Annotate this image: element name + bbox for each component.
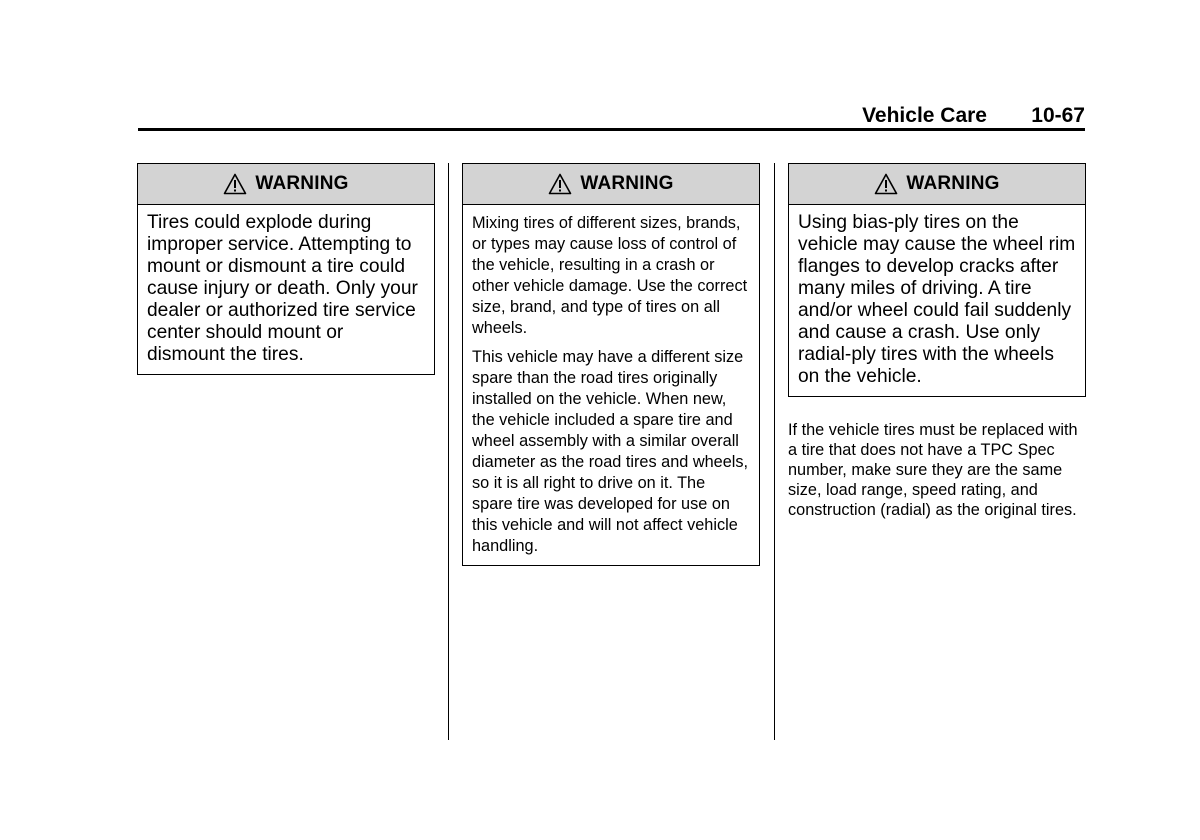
warning-text: Tires could explode during improper service. Attempting to mount or dismount a tire could cause injury or death. Only your dealer or authorized tire service center should mount or dismount the tires. <box>147 212 418 365</box>
warning-box-mixing-tires <box>462 163 760 566</box>
page-header <box>138 100 1085 130</box>
column-divider-left <box>448 163 449 740</box>
warning-header <box>789 164 1085 205</box>
warning-header <box>463 164 759 205</box>
warning-triangle-icon <box>874 173 898 195</box>
header-rule <box>138 128 1085 131</box>
page-number: 10-67 <box>1031 104 1085 127</box>
warning-header <box>138 164 434 205</box>
warning-paragraph: This vehicle may have a different size spare than the road tires originally installed on the vehicle. When new, the vehicle included a spare tire and wheel assembly with a similar overall diameter as the road tires and wheels, so it is all right to drive on it. The spare tire was developed for use on this vehicle and will not affect vehicle handling. <box>472 348 749 555</box>
warning-heading: WARNING <box>255 173 349 194</box>
tpc-spec-paragraph: If the vehicle tires must be replaced with a tire that does not have a TPC Spec number, make sure they are the same size, load range, speed rating, and construction (radial) as the original tires. <box>788 421 1078 519</box>
warning-triangle-icon <box>548 173 572 195</box>
warning-text: Using bias-ply tires on the vehicle may cause the wheel rim flanges to develop cracks after many miles of driving. A tire and/or wheel could fail suddenly and cause a crash. Use only radial-ply tires with the wheels on the vehicle. <box>798 212 1076 387</box>
warning-box-tire-service <box>137 163 435 375</box>
warning-box-bias-ply <box>788 163 1086 397</box>
column-divider-right <box>774 163 775 740</box>
warning-body <box>463 205 759 565</box>
section-title: Vehicle Care <box>862 104 987 127</box>
warning-triangle-icon <box>223 173 247 195</box>
warning-paragraph: Mixing tires of different sizes, brands, or types may cause loss of control of the vehicle, resulting in a crash or other vehicle damage. Use the correct size, brand, and type of tires on all wheels. <box>472 214 748 337</box>
warning-heading: WARNING <box>906 173 1000 194</box>
warning-heading: WARNING <box>580 173 674 194</box>
